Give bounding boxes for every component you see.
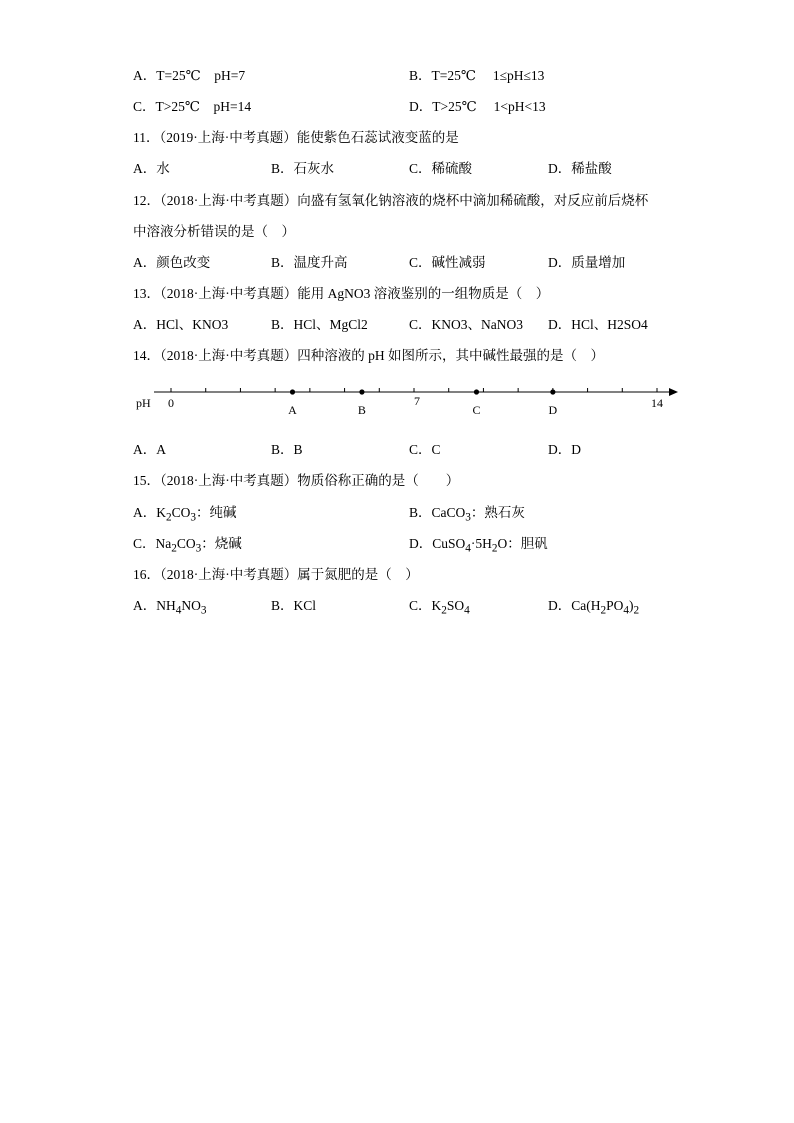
formula-part: K (431, 598, 442, 613)
q10-option-b (409, 67, 544, 85)
formula-part: CO (171, 505, 191, 520)
ph-axis-label: pH (136, 396, 151, 410)
q13-option-b (271, 316, 368, 334)
q15-stem: 15．（2018·上海·中考真题）物质俗称正确的是（ ） (133, 473, 460, 488)
option-letter: C． (409, 317, 432, 332)
ph-point-label-a: A (288, 403, 297, 417)
option-text: ：烧碱 (201, 536, 242, 551)
q12-option-d (548, 254, 625, 272)
option-letter: B． (409, 68, 432, 83)
q13-option-d (548, 316, 648, 334)
formula-subscript: 3 (195, 542, 202, 555)
option-text: D (571, 442, 581, 457)
option-letter: A． (133, 442, 157, 457)
q11-option-d (548, 160, 612, 178)
q15-option-c (133, 535, 242, 558)
q10-option-c (133, 98, 251, 116)
option-text: B (293, 442, 303, 457)
ph-tick-label-0: 0 (168, 396, 174, 410)
ph-point-label-b: B (357, 403, 366, 417)
option-letter: C． (409, 161, 432, 176)
ph-point-d (550, 389, 555, 394)
ph-ticks (171, 388, 657, 392)
ph-number-line (130, 380, 690, 425)
q15-option-d (409, 535, 548, 558)
q10-option-a (133, 67, 245, 85)
formula-subscript: 2 (491, 542, 498, 555)
option-text: HCl、KNO3 (156, 317, 229, 332)
option-text: T>25℃ pH=14 (155, 99, 252, 114)
q11-option-c (409, 160, 472, 178)
ph-tick-label-7: 7 (414, 394, 420, 408)
q11-stem: 11．（2019·上海·中考真题）能使紫色石蕊试液变蓝的是 (133, 130, 459, 145)
q16-option-c (409, 597, 470, 620)
option-text: 稀硫酸 (431, 161, 473, 176)
formula-subscript: 3 (190, 511, 197, 524)
formula-part: CO (176, 536, 196, 551)
formula-part: PO (606, 598, 624, 613)
option-text: 颜色改变 (156, 255, 211, 270)
option-letter: B． (271, 442, 294, 457)
q16-option-b (271, 597, 316, 615)
option-text: 碱性减弱 (431, 255, 486, 270)
option-letter: A． (133, 255, 157, 270)
ph-tick-label-14: 14 (651, 396, 663, 410)
option-letter: D． (409, 99, 433, 114)
option-letter: D． (409, 536, 433, 551)
q16-stem: 16．（2018·上海·中考真题）属于氮肥的是（ ） (133, 567, 419, 582)
option-text: HCl、H2SO4 (571, 317, 648, 332)
ph-points (288, 389, 557, 417)
q11-option-a (133, 160, 170, 178)
q12-option-b (271, 254, 348, 272)
formula-part: SO (446, 598, 465, 613)
formula-subscript: 3 (200, 604, 207, 617)
formula-subscript: 3 (465, 511, 471, 524)
option-letter: D． (548, 442, 572, 457)
formula-subscript: 2 (441, 604, 447, 617)
option-letter: D． (548, 317, 572, 332)
q12-option-c (409, 254, 486, 272)
formula-part: Ca(H (571, 598, 601, 613)
q12-stem-line1: 12．（2018·上海·中考真题）向盛有氢氧化钠溶液的烧杯中滴加稀硫酸，对反应前后烧杯 (133, 193, 649, 208)
q13-option-c (409, 316, 523, 334)
option-letter: C． (133, 536, 156, 551)
ph-point-label-c: C (472, 403, 481, 417)
q13-stem: 13．（2018·上海·中考真题）能用 AgNO3 溶液鉴别的一组物质是（ ） (133, 286, 550, 301)
q15-option-b (409, 504, 525, 527)
q15-option-a (133, 504, 237, 527)
q14-option-b (271, 441, 303, 459)
option-text: T=25℃ pH=7 (156, 68, 246, 83)
q12-option-a (133, 254, 210, 272)
option-letter: C． (133, 99, 156, 114)
option-text: ：纯碱 (196, 505, 237, 520)
q14-option-d (548, 441, 581, 459)
formula-subscript: 4 (175, 604, 182, 617)
option-letter: D． (548, 255, 572, 270)
option-letter: A． (133, 161, 157, 176)
option-letter: C． (409, 598, 432, 613)
ph-point-a (290, 389, 295, 394)
q13-option-a (133, 316, 228, 334)
q12-stem-line2: 中溶液分析错误的是（ ） (133, 224, 295, 239)
q16-option-d (548, 597, 639, 620)
formula-subscript: 2 (166, 511, 172, 524)
formula-subscript: 2 (600, 604, 607, 617)
ph-point-b (359, 389, 364, 394)
option-text: 石灰水 (293, 161, 335, 176)
option-text: T=25℃ 1≤pH≤13 (431, 68, 545, 83)
option-text: KNO3、NaNO3 (431, 317, 524, 332)
formula-subscript: 4 (464, 604, 470, 617)
q14-option-a (133, 441, 166, 459)
option-letter: B． (271, 598, 294, 613)
option-letter: B． (409, 505, 432, 520)
option-text: 温度升高 (293, 255, 348, 270)
formula-part: NH (156, 598, 176, 613)
option-letter: C． (409, 442, 432, 457)
option-letter: B． (271, 317, 294, 332)
q14-option-c (409, 441, 441, 459)
q11-option-b (271, 160, 334, 178)
formula-subscript: 4 (623, 604, 630, 617)
option-text: 水 (156, 161, 170, 176)
option-text: O：胆矾 (497, 536, 548, 551)
formula-part: Na (155, 536, 172, 551)
formula-subscript: 2 (171, 542, 177, 555)
option-letter: D． (548, 598, 572, 613)
option-letter: B． (271, 255, 294, 270)
option-text: KCl (293, 598, 317, 613)
option-letter: A． (133, 505, 157, 520)
formula-part: CaCO (431, 505, 466, 520)
option-text: ：熟石灰 (470, 505, 525, 520)
option-letter: A． (133, 598, 157, 613)
q10-option-d (409, 98, 546, 116)
formula-part: ·5H (470, 536, 492, 551)
option-letter: B． (271, 161, 294, 176)
option-text: 质量增加 (571, 255, 626, 270)
option-text: C (431, 442, 441, 457)
formula-subscript: 4 (465, 542, 471, 555)
option-letter: D． (548, 161, 572, 176)
formula-part: ) (629, 598, 634, 613)
formula-part: CuSO (432, 536, 466, 551)
option-text: T>25℃ 1<pH<13 (432, 99, 546, 114)
option-text: 稀盐酸 (571, 161, 612, 176)
formula-part: NO (181, 598, 201, 613)
option-letter: A． (133, 68, 157, 83)
ph-point-label-d: D (548, 403, 558, 417)
option-text: A (156, 442, 166, 457)
q16-option-a (133, 597, 207, 620)
option-text: HCl、MgCl2 (293, 317, 368, 332)
option-letter: A． (133, 317, 157, 332)
formula-part: K (156, 505, 166, 520)
ph-point-c (474, 389, 479, 394)
ph-axis-arrow-icon (669, 388, 678, 396)
q14-stem: 14．（2018·上海·中考真题）四种溶液的 pH 如图所示，其中碱性最强的是（ ） (133, 348, 604, 363)
formula-subscript: 2 (633, 604, 640, 617)
option-letter: C． (409, 255, 432, 270)
